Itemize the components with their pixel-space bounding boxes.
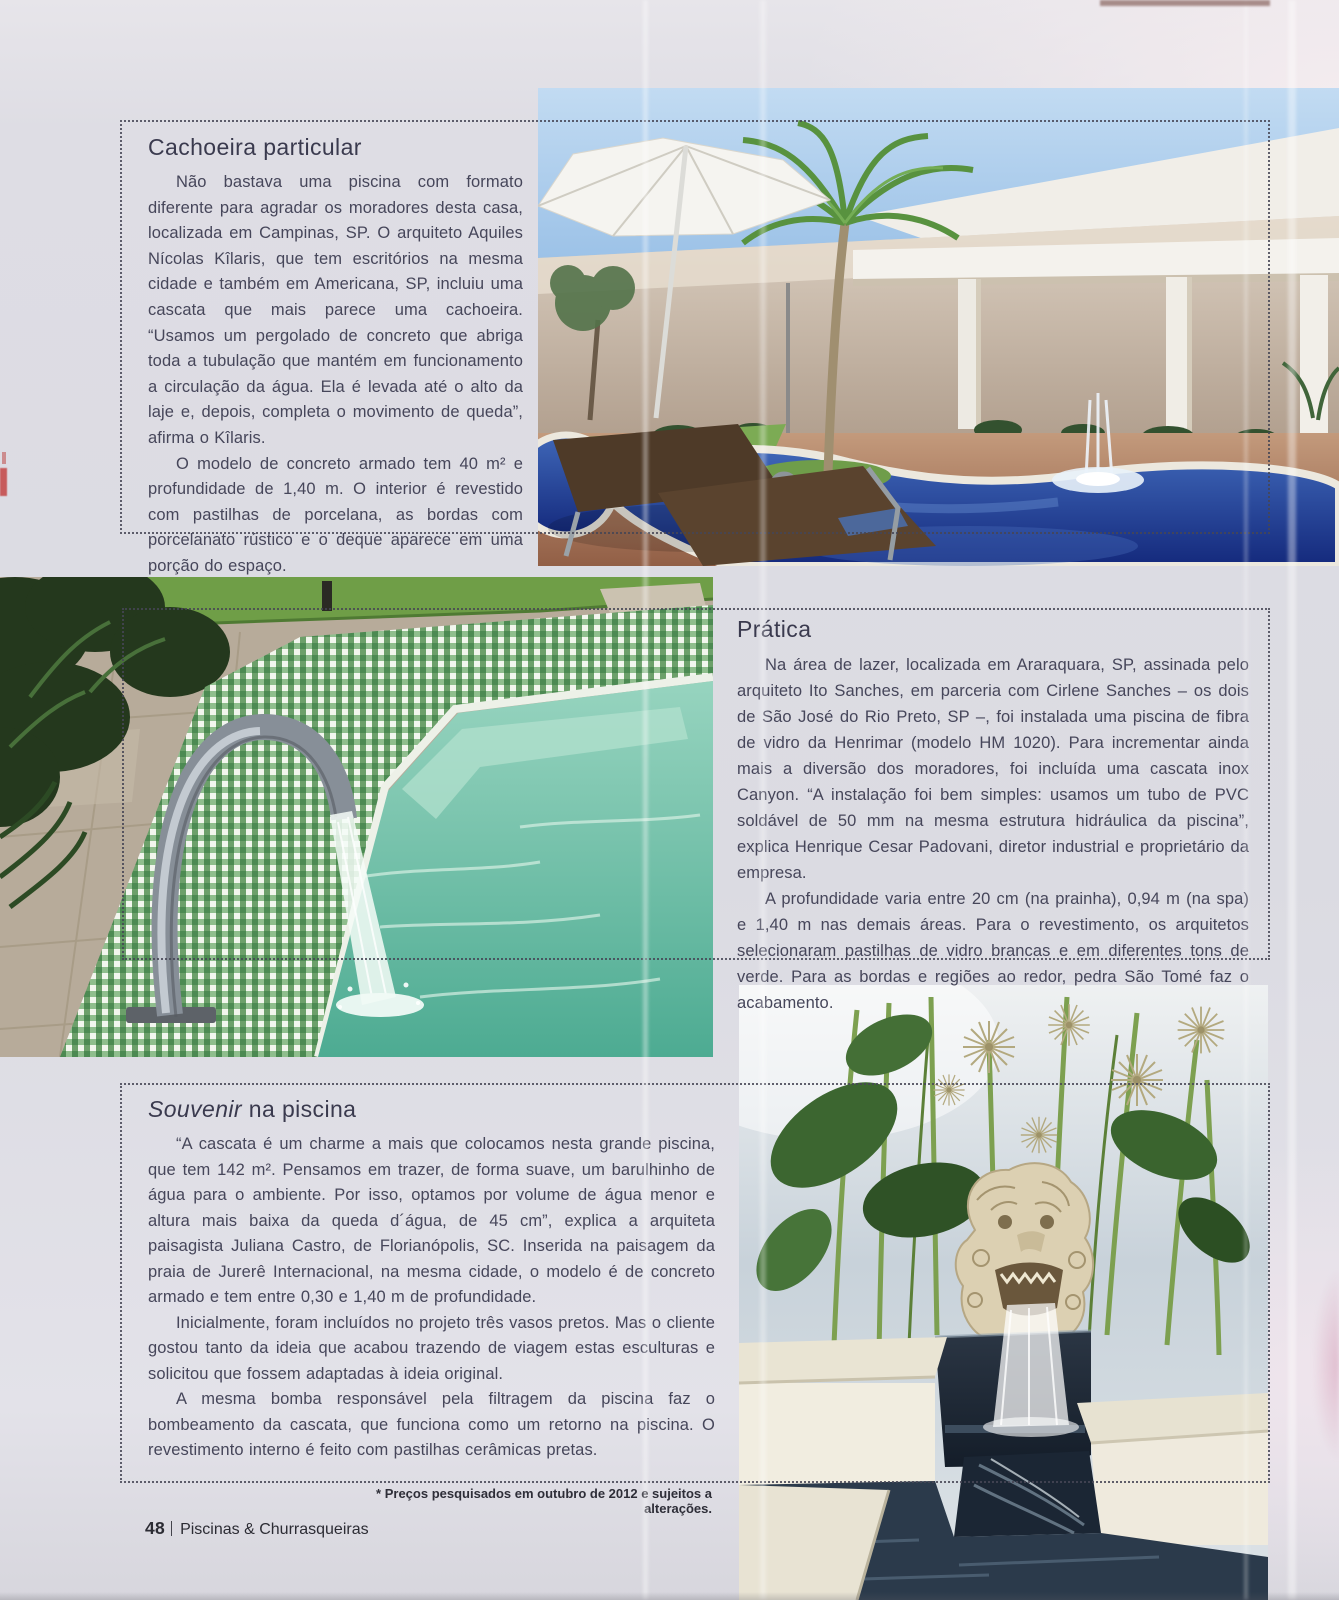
- article-paragraph: Não bastava uma piscina com formato diferente para agradar os moradores desta casa, localizada em Campinas, SP. O arquiteto Aquiles Nícolas Kîlaris, que tem escritórios na mesma cidade e também em Americana, SP, incluiu uma cascata que mais parece uma cachoeira. “Usamos um pergolado de concreto que abriga toda a tubulação que mantém em funcionamento a circulação da água. Ela é levada até o alto da laje e, depois, completa o movimento de queda”, afirma o Kîlaris.: [148, 173, 523, 447]
- article-title: [148, 1096, 715, 1123]
- article-title: [148, 134, 523, 161]
- scan-red-mark: [2, 452, 6, 464]
- photo-blue-pool-illustration: [538, 88, 1339, 566]
- article-pratica: [737, 616, 1249, 1016]
- magazine-title: Piscinas & Churrasqueiras: [180, 1521, 369, 1538]
- article-paragraph: Inicialmente, foram incluídos no projeto três vasos pretos. Mas o cliente gostou tanto da ideia que acabou trazendo de viagem estas esculturas e solicitou que fossem adaptadas à ideia original.: [148, 1313, 715, 1383]
- article-paragraph: Na área de lazer, localizada em Araraquara, SP, assinada pelo arquiteto Ito Sanches, em parceria com Cirlene Sanches – os dois de São José do Rio Preto, SP –, foi instalada uma piscina de fibra de vidro da Henrimar (modelo HM 1020). Para incrementar ainda mais a diversão dos moradores, foi incluída uma cascata inox Canyon. “A instalação foi bem simples: usamos um tubo de PVC soldável de 50 mm na mesma estrutura hidráulica da piscina”, explica Henrique Cesar Padovani, diretor industrial e proprietário da empresa.: [737, 656, 1249, 882]
- article-title-text: Cachoeira particular: [148, 134, 362, 160]
- article-paragraph: A profundidade varia entre 20 cm (na prainha), 0,94 m (na spa) e 1,40 m nas demais áreas. Para o revestimento, os arquitetos selecionaram pastilhas de vidro brancas e em diferentes tons de verde. Para as bordas e regiões ao redor, pedra São Tomé faz o acabamento.: [737, 890, 1249, 1012]
- article-cachoeira-particular: [148, 134, 523, 580]
- article-paragraph: A mesma bomba responsável pela filtragem da piscina faz o bombeamento da cascata, que funciona como um retorno na piscina. O revestimento interno é feito com pastilhas cerâmicas pretas.: [148, 1390, 715, 1459]
- page-footer: [145, 1518, 369, 1539]
- photo-statue-fountain-illustration: [739, 985, 1268, 1600]
- photo-blue-pool-campinas: [538, 88, 1339, 566]
- page-number: 48: [145, 1518, 166, 1538]
- article-paragraph: O modelo de concreto armado tem 40 m² e profundidade de 1,40 m. O interior é revestido com pastilhas de porcelana, as bordas com porcelanato rústico e o deque aparece em uma porção do espaço.: [148, 454, 523, 575]
- article-title-italic: Souvenir: [148, 1096, 242, 1122]
- scan-pink-blush: [1313, 1270, 1339, 1460]
- article-title-text: na piscina: [241, 1096, 357, 1122]
- footer-divider: [171, 1521, 172, 1536]
- article-title-text: Prática: [737, 616, 812, 642]
- photo-green-pool-illustration: [0, 577, 713, 1057]
- photo-statue-fountain: [739, 985, 1268, 1600]
- scan-red-mark: [0, 468, 7, 496]
- article-title: [737, 616, 1249, 643]
- price-disclaimer-footnote: * Preços pesquisados em outubro de 2012 e sujeitos a alterações.: [376, 1486, 712, 1516]
- article-souvenir-na-piscina: [148, 1096, 715, 1464]
- photo-green-mosaic-pool: [0, 577, 713, 1057]
- article-paragraph: “A cascata é um charme a mais que colocamos nesta grande piscina, que tem 142 m². Pensamos em trazer, de forma suave, um barulhinho de água para o ambiente. Por isso, optamos por volume de água menor e altura mais baixa da queda d´água, de 45 cm”, explica a arquiteta paisagista Juliana Castro, de Florianópolis, SC. Inserida na paisagem da praia de Jurerê Internacional, na mesma cidade, o modelo é de concreto armado e tem entre 0,30 e 1,40 m de profundidade.: [148, 1135, 715, 1306]
- scan-edge-smudge: [1100, 0, 1270, 6]
